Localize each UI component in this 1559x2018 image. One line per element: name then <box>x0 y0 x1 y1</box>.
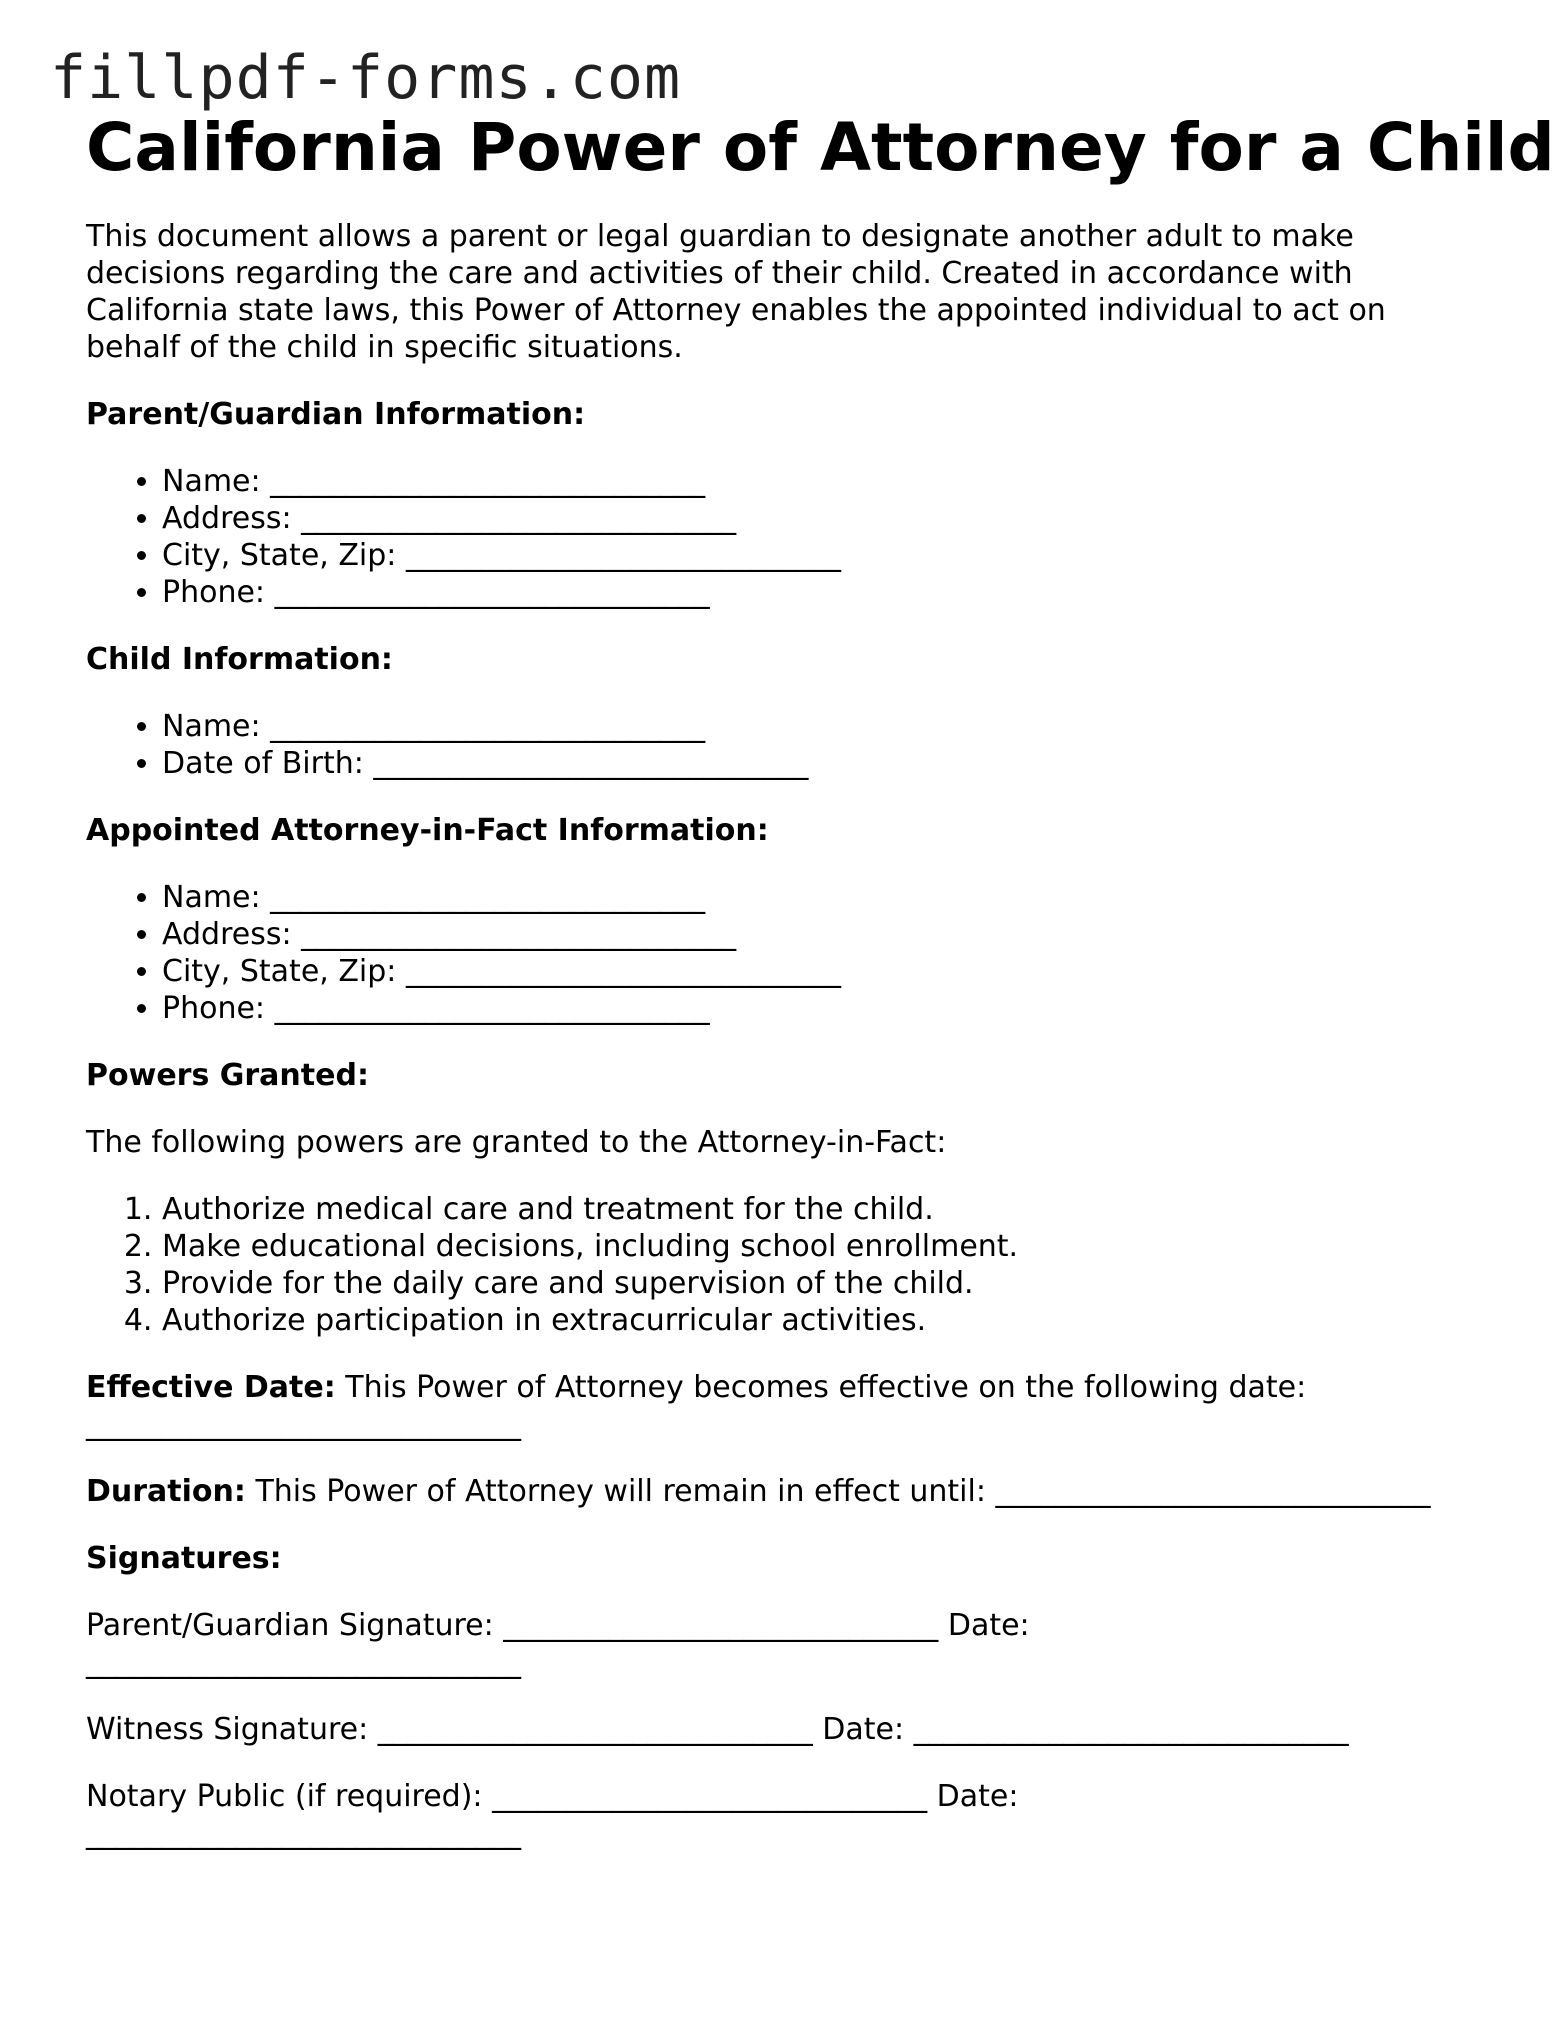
field-label: Date of Birth: <box>162 746 364 781</box>
parent-city-state-zip-field <box>162 537 1486 574</box>
witness-signature-blank[interactable]: _____________________________ <box>377 1712 813 1747</box>
field-label: Phone: <box>162 991 266 1026</box>
parent-address-field <box>162 500 1486 537</box>
signatures-heading: Signatures: <box>86 1541 282 1576</box>
field-label: Name: <box>162 464 261 499</box>
child-dob-field <box>162 745 1486 782</box>
field-label: Name: <box>162 709 261 744</box>
power-item: 2. Make educational decisions, including school enrollment. <box>162 1228 1486 1265</box>
effective-date-paragraph <box>86 1369 1486 1443</box>
attorney-address-blank[interactable]: _____________________________ <box>301 917 737 952</box>
field-label: Address: <box>162 501 292 536</box>
power-item: 1. Authorize medical care and treatment for the child. <box>162 1191 1486 1228</box>
attorney-city-state-zip-field <box>162 953 1486 990</box>
field-label: City, State, Zip: <box>162 954 397 989</box>
field-label: Phone: <box>162 575 266 610</box>
parent-address-blank[interactable]: _____________________________ <box>301 501 737 536</box>
notary-date-blank[interactable]: _____________________________ <box>86 1816 521 1851</box>
parent-name-field <box>162 463 1486 500</box>
field-label: Address: <box>162 917 292 952</box>
powers-list <box>86 1191 1486 1339</box>
parent-signature-line <box>86 1607 1486 1681</box>
attorney-city-state-zip-blank[interactable]: _____________________________ <box>405 954 841 989</box>
child-info-fields <box>86 708 1486 782</box>
intro-paragraph: This document allows a parent or legal guardian to designate another adult to make decisions regarding the care and activities of their child. Created in accordance with California state laws, this Power of Attorney enables the appointed individual to act on behalf of the child in specific situations. <box>86 219 1386 365</box>
watermark-text: fillpdf-forms.com <box>50 43 682 113</box>
effective-date-blank[interactable]: _____________________________ <box>86 1407 521 1442</box>
attorney-info-fields <box>86 879 1486 1027</box>
child-dob-blank[interactable]: _____________________________ <box>373 746 809 781</box>
powers-granted-heading: Powers Granted: <box>86 1058 369 1093</box>
power-item: 3. Provide for the daily care and supervision of the child. <box>162 1265 1486 1302</box>
parent-phone-field <box>162 574 1486 611</box>
witness-signature-label: Witness Signature: <box>86 1712 369 1747</box>
duration-label: Duration: <box>86 1474 246 1509</box>
notary-signature-label: Notary Public (if required): <box>86 1779 483 1814</box>
parent-phone-blank[interactable]: _____________________________ <box>274 575 710 610</box>
notary-signature-blank[interactable]: _____________________________ <box>492 1779 928 1814</box>
attorney-phone-blank[interactable]: _____________________________ <box>274 991 710 1026</box>
duration-text: This Power of Attorney will remain in effect until: <box>255 1474 986 1509</box>
child-info-heading: Child Information: <box>86 642 393 677</box>
parent-signature-label: Parent/Guardian Signature: <box>86 1608 494 1643</box>
duration-blank[interactable]: _____________________________ <box>995 1474 1431 1509</box>
witness-signature-line <box>86 1711 1486 1748</box>
parent-guardian-fields <box>86 463 1486 611</box>
notary-date-label: Date: <box>936 1779 1019 1814</box>
notary-signature-line <box>86 1778 1486 1852</box>
duration-paragraph <box>86 1473 1486 1510</box>
parent-city-state-zip-blank[interactable]: _____________________________ <box>405 538 841 573</box>
attorney-address-field <box>162 916 1486 953</box>
power-item: 4. Authorize participation in extracurricular activities. <box>162 1302 1486 1339</box>
attorney-info-heading: Appointed Attorney-in-Fact Information: <box>86 813 769 848</box>
parent-name-blank[interactable]: _____________________________ <box>270 464 706 499</box>
parent-date-blank[interactable]: _____________________________ <box>86 1645 521 1680</box>
attorney-phone-field <box>162 990 1486 1027</box>
powers-lead-text: The following powers are granted to the Attorney-in-Fact: <box>86 1125 947 1160</box>
document-title: California Power of Attorney for a Child <box>86 109 1555 186</box>
effective-date-text: This Power of Attorney becomes effective on the following date: <box>345 1370 1307 1405</box>
witness-date-blank[interactable]: _____________________________ <box>913 1712 1349 1747</box>
child-name-blank[interactable]: _____________________________ <box>270 709 706 744</box>
effective-date-label: Effective Date: <box>86 1370 336 1405</box>
parent-date-label: Date: <box>947 1608 1030 1643</box>
parent-guardian-heading: Parent/Guardian Information: <box>86 397 586 432</box>
attorney-name-field <box>162 879 1486 916</box>
document-page <box>86 108 1555 1852</box>
attorney-name-blank[interactable]: _____________________________ <box>270 880 706 915</box>
child-name-field <box>162 708 1486 745</box>
field-label: City, State, Zip: <box>162 538 397 573</box>
witness-date-label: Date: <box>822 1712 905 1747</box>
parent-signature-blank[interactable]: _____________________________ <box>503 1608 939 1643</box>
field-label: Name: <box>162 880 261 915</box>
